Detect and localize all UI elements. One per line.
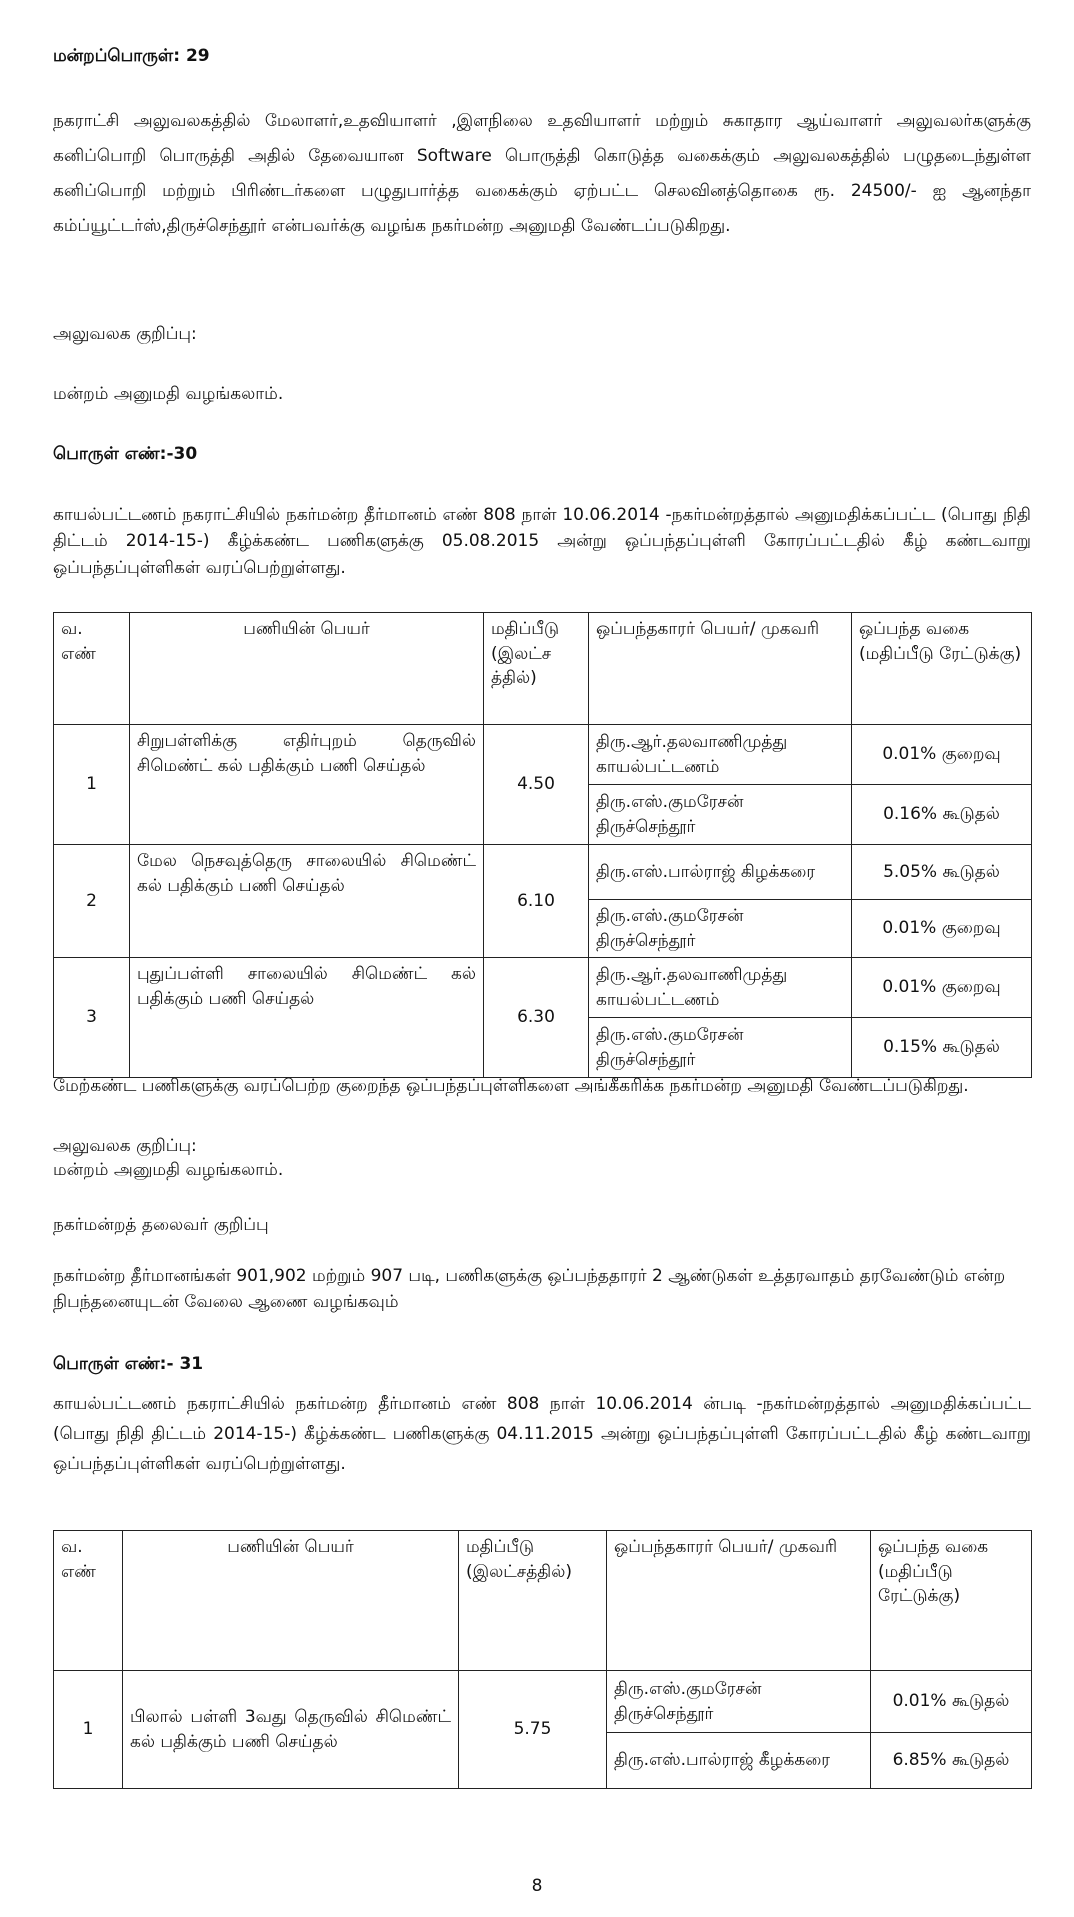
header-work: பணியின் பெயர் <box>130 613 484 725</box>
row-estimate: 5.75 <box>459 1671 607 1789</box>
row-work: பிலால் பள்ளி 3வது தெருவில் சிமெண்ட் கல் பதிக்கும் பணி செய்தல் <box>123 1671 459 1789</box>
item30-office-note: மன்றம் அனுமதி வழங்கலாம். <box>53 1160 284 1180</box>
bid-rate: 0.01% குறைவு <box>852 725 1032 785</box>
row-work: புதுப்பள்ளி சாலையில் சிமெண்ட் கல் பதிக்கும் பணி செய்தல் <box>130 958 484 1078</box>
item30-chair-note: நகர்மன்ற தீர்மானங்கள் 901,902 மற்றும் 907 படி, பணிகளுக்கு ஒப்பந்ததாரர் 2 ஆண்டுகள் உத்தரவாதம் தரவேண்டும் என்ற நிபந்தனையுடன் வேலை ஆணை வழங்கவும் <box>53 1266 1006 1312</box>
bid-contractor: திரு.ஆர்.தலவாணிமுத்து காயல்பட்டணம் <box>589 958 852 1018</box>
row-estimate: 6.30 <box>484 958 589 1078</box>
row-sno: 3 <box>54 958 130 1078</box>
table-row <box>54 958 1032 1018</box>
bid-contractor: திரு.எஸ்.பால்ராஜ் கீழக்கரை <box>607 1733 871 1789</box>
bid-contractor: திரு.ஆர்.தலவாணிமுத்து காயல்பட்டணம் <box>589 725 852 785</box>
header-contractor: ஒப்பந்தகாரர் பெயர்/ முகவரி <box>607 1531 871 1671</box>
header-rate: ஒப்பந்த வகை (மதிப்பீடு ரேட்டுக்கு) <box>852 613 1032 725</box>
table-row <box>54 1671 1032 1733</box>
page-number: 8 <box>531 1876 543 1896</box>
row-work: சிறுபள்ளிக்கு எதிர்புறம் தெருவில் சிமெண்ட் கல் பதிக்கும் பணி செய்தல் <box>130 725 484 845</box>
bid-contractor: திரு.எஸ்.குமரேசன் திருச்செந்தூர் <box>589 785 852 845</box>
item30-heading: பொருள் எண்:-30 <box>53 444 198 464</box>
header-sno: வ. எண் <box>54 1531 123 1671</box>
header-contractor: ஒப்பந்தகாரர் பெயர்/ முகவரி <box>589 613 852 725</box>
bid-contractor: திரு.எஸ்.குமரேசன் திருச்செந்தூர் <box>607 1671 871 1733</box>
bid-rate: 6.85% கூடுதல் <box>871 1733 1032 1789</box>
bid-rate: 0.01% குறைவு <box>852 958 1032 1018</box>
bid-contractor: திரு.எஸ்.குமரேசன் திருச்செந்தூர் <box>589 1018 852 1078</box>
item29-heading: மன்றப்பொருள்: 29 <box>53 46 210 66</box>
bid-rate: 0.01% குறைவு <box>852 900 1032 958</box>
item30-after-table: மேற்கண்ட பணிகளுக்கு வரப்பெற்ற குறைந்த ஒப்பந்தப்புள்ளிகளை அங்கீகரிக்க நகர்மன்ற அனுமதி வேண்டப்படுகிறது. <box>53 1076 969 1096</box>
bid-rate: 5.05% கூடுதல் <box>852 845 1032 900</box>
bid-rate: 0.16% கூடுதல் <box>852 785 1032 845</box>
header-estimate: மதிப்பீடு (இலட்சத்தில்) <box>459 1531 607 1671</box>
row-estimate: 4.50 <box>484 725 589 845</box>
header-sno: வ. எண் <box>54 613 130 725</box>
row-work: மேல நெசவுத்தெரு சாலையில் சிமெண்ட் கல் பதிக்கும் பணி செய்தல் <box>130 845 484 958</box>
header-work: பணியின் பெயர் <box>123 1531 459 1671</box>
row-estimate: 6.10 <box>484 845 589 958</box>
bid-contractor: திரு.எஸ்.குமரேசன் திருச்செந்தூர் <box>589 900 852 958</box>
item29-body: நகராட்சி அலுவலகத்தில் மேலாளர்,உதவியாளர் ,இளநிலை உதவியாளர் மற்றும் சுகாதார ஆய்வாளர் அலுவலர்களுக்கு கனிப்பொறி பொருத்தி அதில் தேவையான Software பொருத்தி கொடுத்த வகைக்கும் அலுவலகத்தில் பழுதடைந்துள்ள கனிப்பொறி மற்றும் பிரிண்டர்களை பழுதுபார்த்த வகைக்கும் ஏற்பட்ட செலவினத்தொகை ரூ. 24500/- ஐ ஆனந்தா கம்ப்யூட்டர்ஸ்,திருச்செந்தூர் என்பவர்க்கு வழங்க நகர்மன்ற அனுமதி வேண்டப்படுகிறது. <box>53 111 1031 236</box>
item30-chair-note-label: நகர்மன்றத் தலைவர் குறிப்பு <box>53 1215 269 1235</box>
header-rate: ஒப்பந்த வகை (மதிப்பீடு ரேட்டுக்கு) <box>871 1531 1032 1671</box>
bid-rate: 0.01% கூடுதல் <box>871 1671 1032 1733</box>
row-sno: 2 <box>54 845 130 958</box>
table-row <box>54 845 1032 900</box>
item30-intro: காயல்பட்டணம் நகராட்சியில் நகர்மன்ற தீர்மானம் எண் 808 நாள் 10.06.2014 -நகர்மன்றத்தால் அனுமதிக்கப்பட்ட (பொது நிதி திட்டம் 2014-15-) கீழ்க்கண்ட பணிகளுக்கு 05.08.2015 அன்று ஒப்பந்தப்புள்ளி கோரப்பட்டதில் கீழ் கண்டவாறு ஒப்பந்தப்புள்ளிகள் வரப்பெற்றுள்ளது. <box>53 505 1031 578</box>
item31-tender-table <box>53 1530 1032 1789</box>
table-header-row <box>54 613 1032 725</box>
bid-rate: 0.15% கூடுதல் <box>852 1018 1032 1078</box>
row-sno: 1 <box>54 1671 123 1789</box>
item30-tender-table <box>53 612 1032 1078</box>
item30-office-note-label: அலுவலக குறிப்பு: <box>53 1136 197 1156</box>
item29-office-note-label: அலுவலக குறிப்பு: <box>53 324 197 344</box>
table-header-row <box>54 1531 1032 1671</box>
item29-office-note: மன்றம் அனுமதி வழங்கலாம். <box>53 384 284 404</box>
item31-heading: பொருள் எண்:- 31 <box>53 1354 204 1374</box>
table-row <box>54 725 1032 785</box>
bid-contractor: திரு.எஸ்.பால்ராஜ் கிழக்கரை <box>589 845 852 900</box>
row-sno: 1 <box>54 725 130 845</box>
header-estimate: மதிப்பீடு (இலட்ச த்தில்) <box>484 613 589 725</box>
item31-intro: காயல்பட்டணம் நகராட்சியில் நகர்மன்ற தீர்மானம் எண் 808 நாள் 10.06.2014 ன்படி -நகர்மன்றத்தால் அனுமதிக்கப்பட்ட (பொது நிதி திட்டம் 2014-15-) கீழ்க்கண்ட பணிகளுக்கு 04.11.2015 அன்று ஒப்பந்தப்புள்ளி கோரப்பட்டதில் கீழ் கண்டவாறு ஒப்பந்தப்புள்ளிகள் வரப்பெற்றுள்ளது. <box>53 1394 1031 1474</box>
